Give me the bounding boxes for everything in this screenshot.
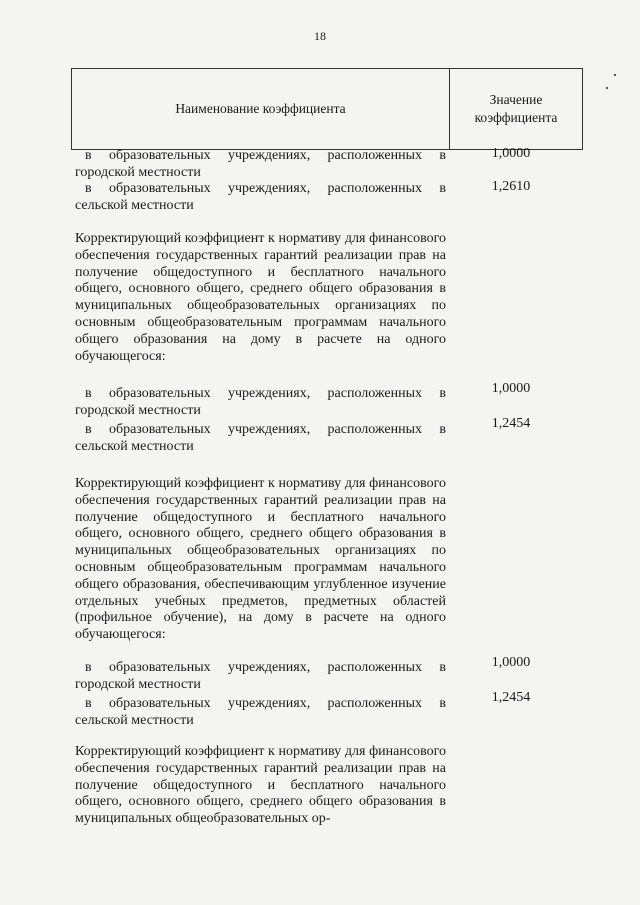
header-value-text: Значение коэффициента <box>474 92 558 125</box>
row-label: в образовательных учреждениях, расположенных в городской местности <box>75 386 446 418</box>
page-number: 18 <box>314 29 326 43</box>
section-paragraph: Корректирующий коэффициент к нормативу для финансового обеспечения государственных гарантий реализации прав на получение общедоступного и бесплатного начального общего, основного общего, среднего общего образования в муниципальных общеобразовательных организациях по основным общеобразовательным программам начального общего образования, обеспечивающим углубленное изучение отдельных учебных предметов, предметных областей (профильное обучение), на дому в расчете на одного обучающегося: <box>75 476 446 643</box>
header-coefficient-name: Наименование коэффициента <box>72 69 450 150</box>
scan-speck <box>614 74 616 76</box>
section-paragraph: Корректирующий коэффициент к нормативу для финансового обеспечения государственных гарантий реализации прав на получение общедоступного и бесплатного начального общего, основного общего, среднего общего образования в муниципальных общеобразовательных организациях по основным общеобразовательным программам начального общего образования на дому в расчете на одного обучающегося: <box>75 231 446 364</box>
row-label: в образовательных учреждениях, расположенных в городской местности <box>75 148 446 180</box>
row-value: 1,2454 <box>491 416 531 431</box>
row-label: в образовательных учреждениях, расположенных в сельской местности <box>75 422 446 454</box>
row-value: 1,0000 <box>491 655 531 670</box>
row-label: в образовательных учреждениях, расположенных в городской местности <box>75 660 446 692</box>
row-label: в образовательных учреждениях, расположенных в сельской местности <box>75 181 446 213</box>
row-label: в образовательных учреждениях, расположенных в сельской местности <box>75 696 446 728</box>
scan-speck <box>606 87 608 89</box>
table-header-row <box>72 69 583 150</box>
section-paragraph: Корректирующий коэффициент к нормативу для финансового обеспечения государственных гарантий реализации прав на получение общедоступного и бесплатного начального общего, основного общего, среднего общего образования в муниципальных общеобразовательных ор- <box>75 744 446 827</box>
row-value: 1,2610 <box>491 179 531 194</box>
header-coefficient-value <box>450 69 583 150</box>
row-value: 1,0000 <box>491 381 531 396</box>
row-value: 1,0000 <box>491 146 531 161</box>
coefficient-table <box>71 68 583 150</box>
row-value: 1,2454 <box>491 690 531 705</box>
